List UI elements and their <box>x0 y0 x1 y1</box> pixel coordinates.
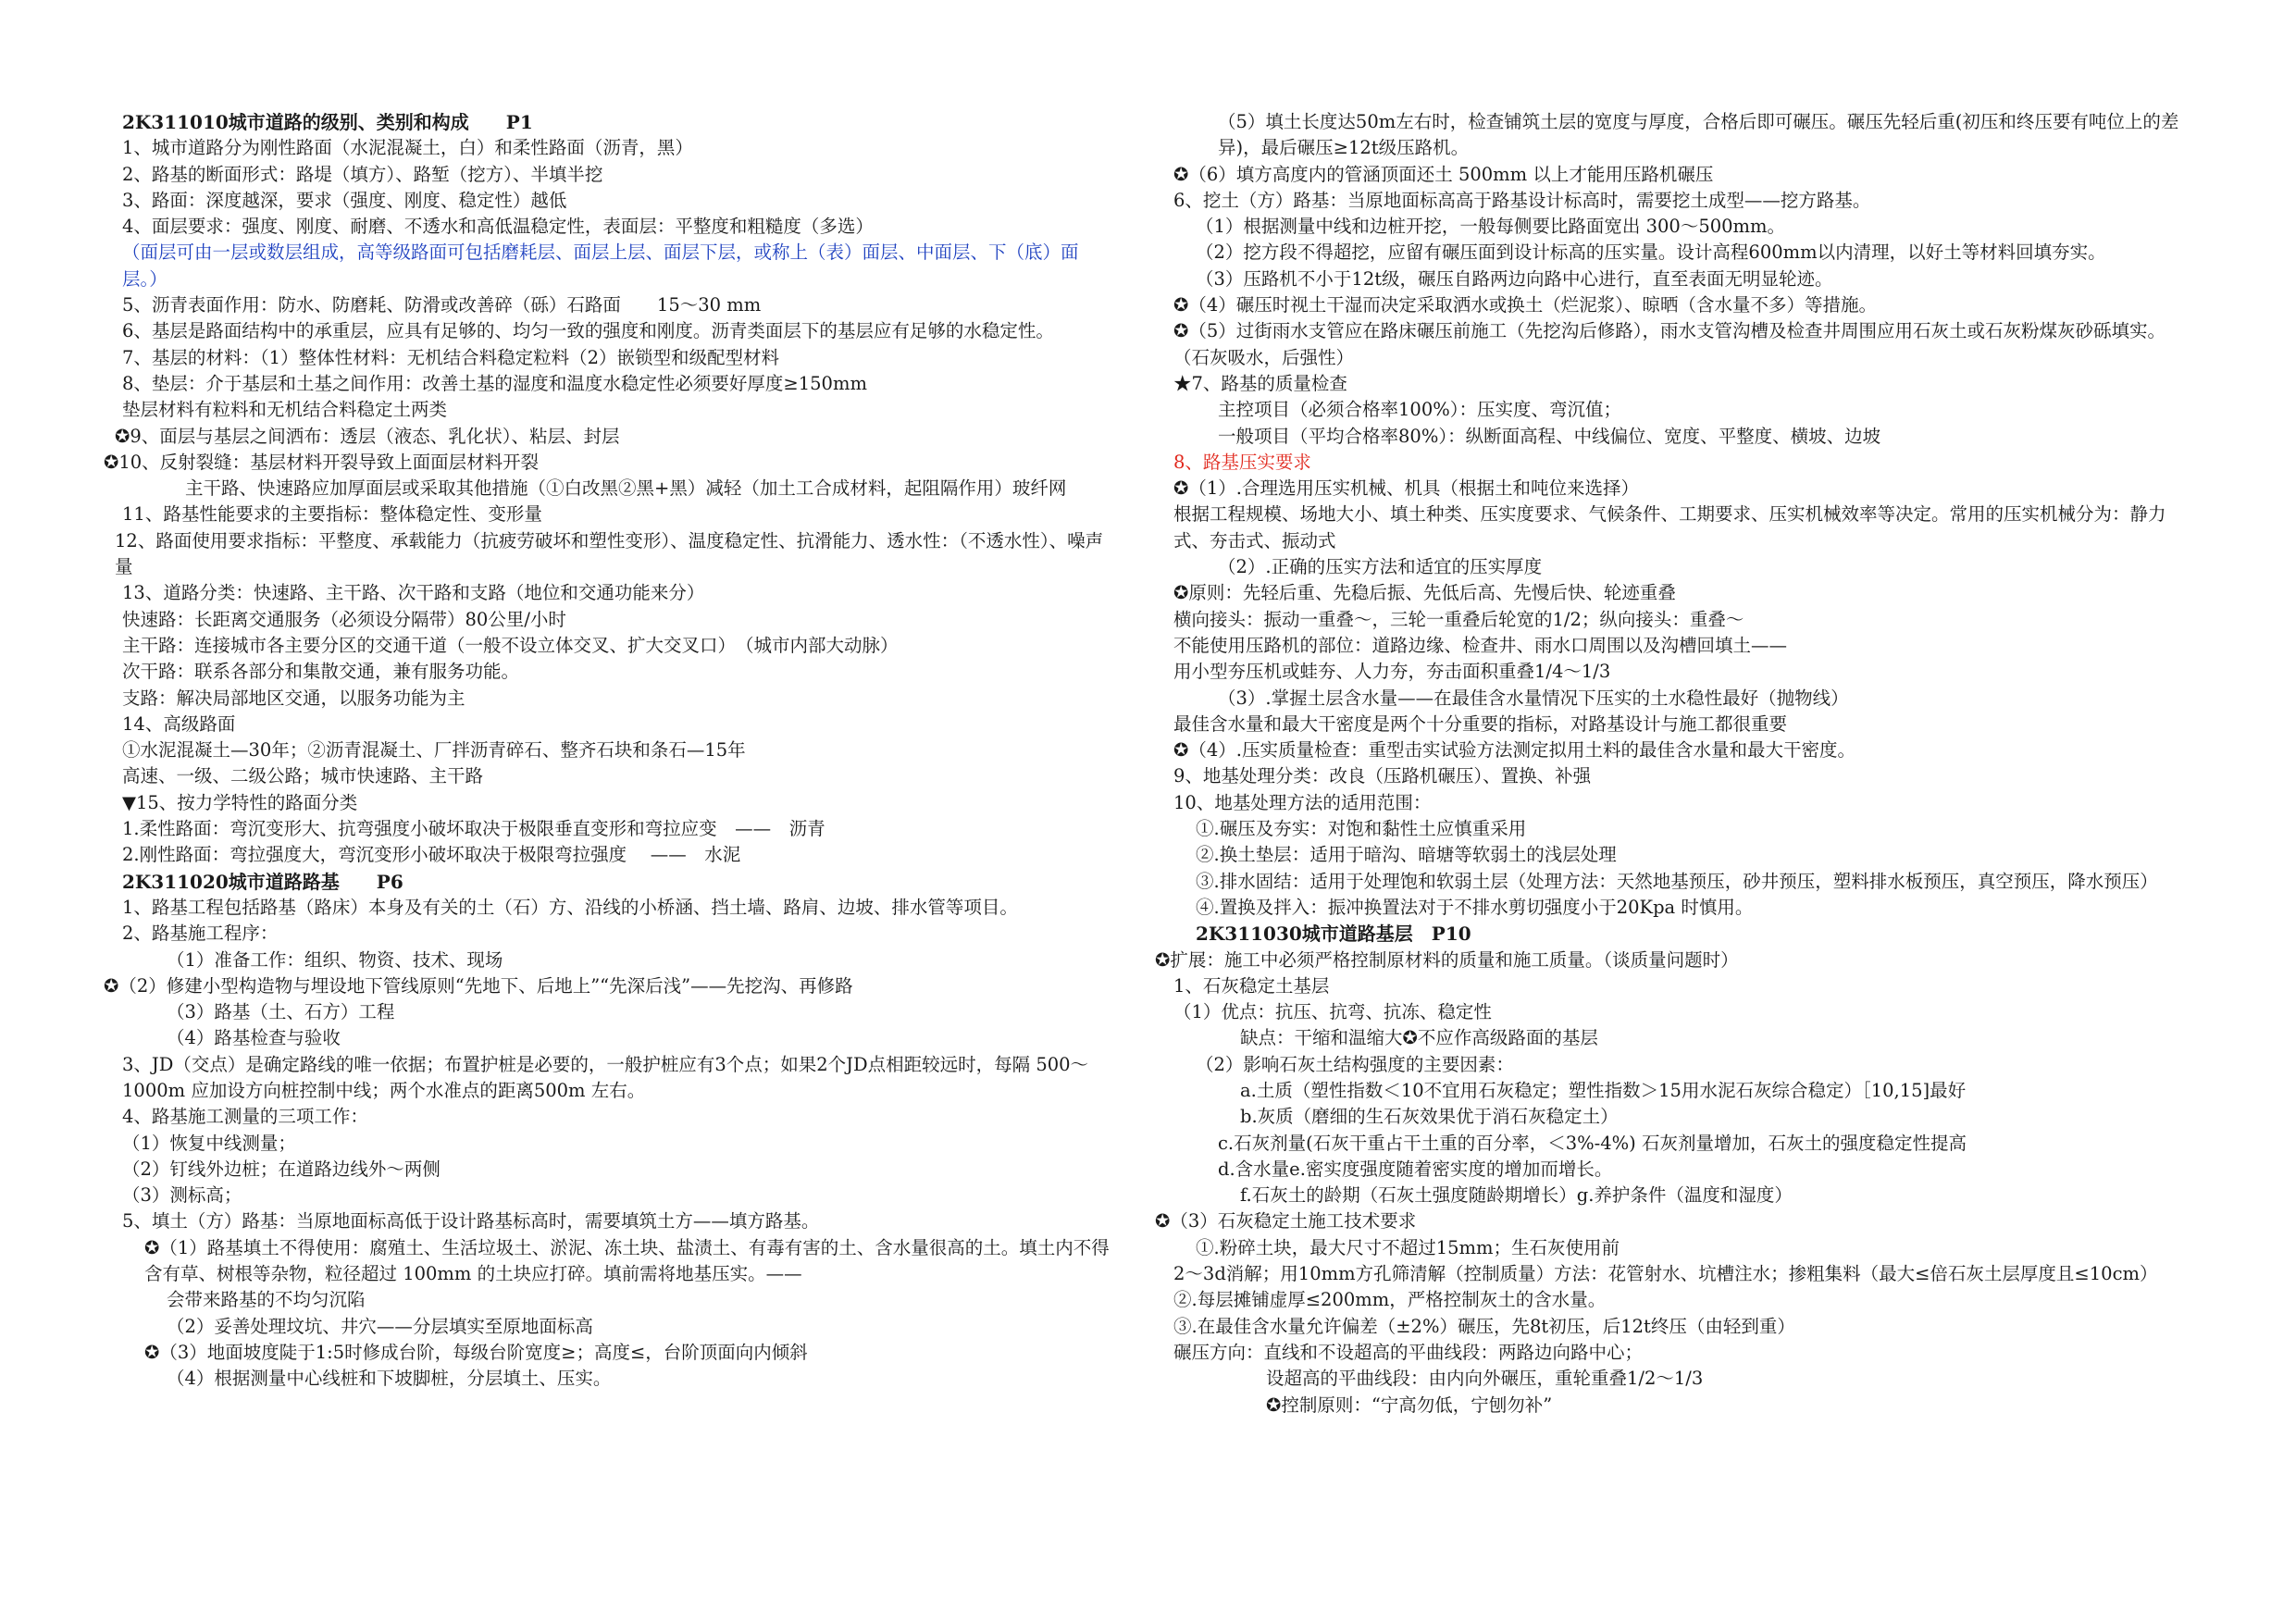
text-line: ▼15、按力学特性的路面分类 <box>122 791 358 813</box>
text-line: （1）准备工作：组织、物资、技术、现场 <box>167 948 503 971</box>
text-line: ✪10、反射裂缝：基层材料开裂导致上面面层材料开裂 <box>104 451 540 473</box>
text-line: ✪（3）地面坡度陡于1:5时修成台阶，每级台阶宽度≥；高度≤，台阶顶面向内倾斜 <box>144 1341 808 1363</box>
text-line: 2～3d消解；用10mm方孔筛清解（控制质量）方法：花管射水、坑槽注水；掺粗集料（最大≤倍石灰土层厚度且≤10cm） <box>1173 1263 2158 1285</box>
text-line: 高速、一级、二级公路；城市快速路、主干路 <box>122 765 484 787</box>
text-line: ②.换土垫层：适用于暗沟、暗塘等软弱土的浅层处理 <box>1196 844 1617 866</box>
text-line: 13、道路分类：快速路、主干路、次干路和支路（地位和交通功能来分） <box>122 582 705 604</box>
text-line: 6、基层是路面结构中的承重层，应具有足够的、均匀一致的强度和刚度。沥青类面层下的基层应有足够的水稳定性。 <box>122 320 1054 342</box>
text-line: 4、面层要求：强度、刚度、耐磨、不透水和高低温稳定性，表面层：平整度和粗糙度（多选） <box>122 216 874 238</box>
text-line: 主干路：连接城市各主要分区的交通干道（一般不设立体交叉、扩大交叉口） （城市内部大动脉） <box>122 634 899 656</box>
text-line: （3）.掌握土层含水量——在最佳含水量情况下压实的土水稳性最好（抛物线） <box>1218 687 1849 709</box>
text-line: ③.排水固结：适用于处理饱和软弱土层（处理方法：天然地基预压，砂井预压，塑料排水板预压，真空预压，降水预压） <box>1196 870 2158 892</box>
text-line: 缺点：干缩和温缩大✪不应作高级路面的基层 <box>1240 1027 1598 1049</box>
text-line: 次干路：联系各部分和集散交通，兼有服务功能。 <box>122 661 520 683</box>
text-line: 1、城市道路分为刚性路面（水泥混凝土，白）和柔性路面（沥青，黑） <box>122 137 693 159</box>
text-line: （3）压路机不小于12t级，碾压自路两边向路中心进行，直至表面无明显轮迹。 <box>1196 267 1833 290</box>
text-line: 7、基层的材料：（1）整体性材料：无机结合料稳定粒料（2）嵌锁型和级配型材料 <box>122 346 779 368</box>
text-line: 1、石灰稳定土基层 <box>1173 974 1330 997</box>
text-line: ✪控制原则：“宁高勿低，宁刨勿补” <box>1266 1394 1553 1416</box>
text-line: 8、垫层：介于基层和土基之间作用：改善土基的湿度和温度水稳定性必须要好厚度≥150mm <box>122 372 867 394</box>
text-line: （1）优点：抗压、抗弯、抗冻、稳定性 <box>1173 1001 1492 1023</box>
text-line: ✪（4）.压实质量检查：重型击实试验方法测定拟用土料的最佳含水量和最大干密度。 <box>1173 739 1855 762</box>
text-line: （2）钉线外边桩；在道路边线外～两侧 <box>122 1158 441 1180</box>
section-heading: 2K311030城市道路基层 P10 <box>1196 923 1471 946</box>
text-line: （3）测标高； <box>122 1184 242 1207</box>
text-line: 2、路基的断面形式：路堤（填方）、路堑（挖方）、半填半挖 <box>122 163 603 185</box>
text-line: 最佳含水量和最大干密度是两个十分重要的指标，对路基设计与施工都很重要 <box>1173 712 1788 735</box>
text-line: ②.每层摊铺虚厚≤200mm，严格控制灰土的含水量。 <box>1173 1289 1607 1311</box>
text-line: 不能使用压路机的部位：道路边缘、检查井、雨水口周围以及沟槽回填土—— <box>1173 634 1788 656</box>
text-line: 2.刚性路面：弯拉强度大，弯沉变形小破坏取决于极限弯拉强度 —— 水泥 <box>122 844 741 866</box>
text-line: 支路：解决局部地区交通，以服务功能为主 <box>122 687 465 709</box>
text-line: 11、路基性能要求的主要指标：整体稳定性、变形量 <box>122 503 542 526</box>
text-line: 6、挖土（方）路基：当原地面标高高于路基设计标高时，需要挖土成型——挖方路基。 <box>1173 189 1871 211</box>
text-line: 1.柔性路面：弯沉变形大、抗弯强度小破坏取决于极限垂直变形和弯拉应变 —— 沥青 <box>122 818 825 840</box>
text-line: （2）影响石灰土结构强度的主要因素： <box>1196 1053 1514 1075</box>
left-column <box>104 109 1114 1393</box>
section-heading: 2K311010城市道路的级别、类别和构成 P1 <box>122 111 533 133</box>
text-line: ✪（1）路基填土不得使用：腐殖土、生活垃圾土、淤泥、冻土块、盐渍土、有毒有害的土、含水量很高的土。填土内不得含有草、树根等杂物，粒径超过 100mm 的土块应打碎。填前需将地基压实。—— <box>144 1236 1110 1285</box>
text-line: ✪（5）过街雨水支管应在路床碾压前施工（先挖沟后修路），雨水支管沟槽及检查井周围应用石灰土或石灰粉煤灰砂砾填实。（石灰吸水，后强性） <box>1173 320 2166 368</box>
text-line: （2）.正确的压实方法和适宜的压实厚度 <box>1218 556 1543 578</box>
text-line: 14、高级路面 <box>122 712 236 735</box>
text-line: d.含水量e.密实度强度随着密实度的增加而增长。 <box>1218 1158 1613 1180</box>
text-line: 2、路基施工程序： <box>122 923 279 945</box>
text-line: ✪（4）碾压时视土干湿而决定采取洒水或换土（烂泥浆）、晾晒（含水量不多）等措施。 <box>1173 294 1877 316</box>
text-line: ✪原则：先轻后重、先稳后振、先低后高、先慢后快、轮迹重叠 <box>1173 582 1676 604</box>
text-line: a.土质（塑性指数＜10不宜用石灰稳定；塑性指数＞15用水泥石灰综合稳定）［10,15]最好 <box>1240 1079 1967 1101</box>
text-line: c.石灰剂量(石灰干重占干土重的百分率，＜3%-4%) 石灰剂量增加，石灰土的强度稳定性提高 <box>1218 1132 1967 1154</box>
text-line: ①.碾压及夯实：对饱和黏性土应慎重采用 <box>1196 818 1527 840</box>
text-line: 用小型夯压机或蛙夯、人力夯，夯击面积重叠1/4～1/3 <box>1173 661 1611 683</box>
text-line: f.石灰土的龄期（石灰土强度随龄期增长）g.养护条件（温度和湿度） <box>1240 1184 1793 1207</box>
text-line: 根据工程规模、场地大小、填土种类、压实度要求、气候条件、工期要求、压实机械效率等决定。常用的压实机械分为：静力式、夯击式、振动式 <box>1173 503 2166 551</box>
text-line: 12、路面使用要求指标：平整度、承载能力（抗疲劳破坏和塑性变形）、温度稳定性、抗滑能力、透水性：（不透水性）、噪声量 <box>115 529 1104 578</box>
text-line: （2）妥善处理坟坑、井穴——分层填实至原地面标高 <box>167 1315 593 1337</box>
text-line: ✪（1）.合理选用压实机械、机具（根据土和吨位来选择） <box>1173 477 1639 500</box>
text-line: （5）填土长度达50m左右时，检查铺筑土层的宽度与厚度，合格后即可碾压。碾压先轻后重(初压和终压要有吨位上的差异)，最后碾压≥12t级压路机。 <box>1218 111 2179 159</box>
text-line: 主控项目（必须合格率100%）：压实度、弯沉值； <box>1218 399 1621 421</box>
text-line: 10、地基处理方法的适用范围： <box>1173 791 1432 813</box>
text-line: 会带来路基的不均匀沉陷 <box>167 1289 366 1311</box>
text-line: ①水泥混凝土—30年；②沥青混凝土、厂拌沥青碎石、整齐石块和条石—15年 <box>122 739 746 762</box>
text-line: 快速路：长距离交通服务（必须设分隔带）80公里/小时 <box>122 608 566 630</box>
text-line: 一般项目（平均合格率80%）：纵断面高程、中线偏位、宽度、平整度、横坡、边坡 <box>1218 425 1881 447</box>
text-line: 5、填土（方）路基：当原地面标高低于设计路基标高时，需要填筑土方——填方路基。 <box>122 1210 820 1233</box>
text-line: ✪（2）修建小型构造物与埋设地下管线原则“先地下、后地上”“先深后浅”——先挖沟、再修路 <box>104 974 853 997</box>
text-line: 3、JD（交点）是确定路线的唯一依据；布置护桩是必要的，一般护桩应有3个点；如果2个JD点相距较远时，每隔 500～1000m 应加设方向桩控制中线；两个水准点的距离500m 左右。 <box>122 1053 1089 1101</box>
text-line: （2）挖方段不得超挖，应留有碾压面到设计标高的压实量。设计高程600mm以内清理，以好土等材料回填夯实。 <box>1196 242 2106 264</box>
text-line: b.灰质（磨细的生石灰效果优于消石灰稳定土） <box>1240 1106 1619 1128</box>
text-line: 1、路基工程包括路基（路床）本身及有关的土（石）方、沿线的小桥涵、挡土墙、路肩、边坡、排水管等项目。 <box>122 896 1018 918</box>
text-line: 横向接头：振动一重叠～，三轮一重叠后轮宽的1/2；纵向接头：重叠～ <box>1173 608 1744 630</box>
text-line: ★7、路基的质量检查 <box>1173 372 1347 394</box>
text-line: （4）根据测量中心线桩和下坡脚桩，分层填土、压实。 <box>167 1368 612 1390</box>
text-line: （1）恢复中线测量； <box>122 1132 296 1154</box>
text-line: 主干路、快速路应加厚面层或采取其他措施（①白改黑②黑+黑）减轻（加土工合成材料，起阻隔作用）玻纤网 <box>185 477 1067 500</box>
text-line: ✪9、面层与基层之间洒布：透层（液态、乳化状）、粘层、封层 <box>115 425 620 447</box>
text-line: （面层可由一层或数层组成，高等级路面可包括磨耗层、面层上层、面层下层，或称上（表）面层、中面层、下（底）面层。） <box>122 242 1079 290</box>
text-line: ③.在最佳含水量允许偏差（±2%）碾压，先8t初压，后12t终压（由轻到重） <box>1173 1315 1795 1337</box>
text-line: ✪（3）石灰稳定土施工技术要求 <box>1155 1210 1417 1233</box>
text-line: 8、路基压实要求 <box>1173 451 1311 473</box>
text-line: 3、路面：深度越深，要求（强度、刚度、稳定性）越低 <box>122 189 567 211</box>
text-line: 5、沥青表面作用：防水、防磨耗、防滑或改善碎（砾）石路面 15～30 mm <box>122 294 762 316</box>
text-line: ✪扩展：施工中必须严格控制原材料的质量和施工质量。（谈质量问题时） <box>1155 948 1739 971</box>
text-line: ✪（6）填方高度内的管涵顶面还土 500mm 以上才能用压路机碾压 <box>1173 163 1714 185</box>
text-line: 碾压方向：直线和不设超高的平曲线段：两路边向路中心； <box>1173 1341 1644 1363</box>
text-line: 设超高的平曲线段：由内向外碾压，重轮重叠1/2～1/3 <box>1266 1368 1704 1390</box>
text-line: ①.粉碎土块，最大尺寸不超过15mm；生石灰使用前 <box>1196 1236 1620 1258</box>
text-line: ④.置换及拌入：振冲换置法对于不排水剪切强度小于20Kpa 时慎用。 <box>1196 896 1754 918</box>
right-column <box>1155 109 2182 1419</box>
text-line: （4）路基检查与验收 <box>167 1027 341 1049</box>
text-line: 垫层材料有粒料和无机结合料稳定土两类 <box>122 399 448 421</box>
text-line: （1）根据测量中线和边桩开挖，一般每侧要比路面宽出 300～500mm。 <box>1196 216 1786 238</box>
section-heading: 2K311020城市道路路基 P6 <box>122 870 403 893</box>
text-line: 9、地基处理分类：改良（压路机碾压）、置换、补强 <box>1173 765 1592 787</box>
text-line: （3）路基（土、石方）工程 <box>167 1001 395 1023</box>
text-line: 4、路基施工测量的三项工作： <box>122 1106 368 1128</box>
